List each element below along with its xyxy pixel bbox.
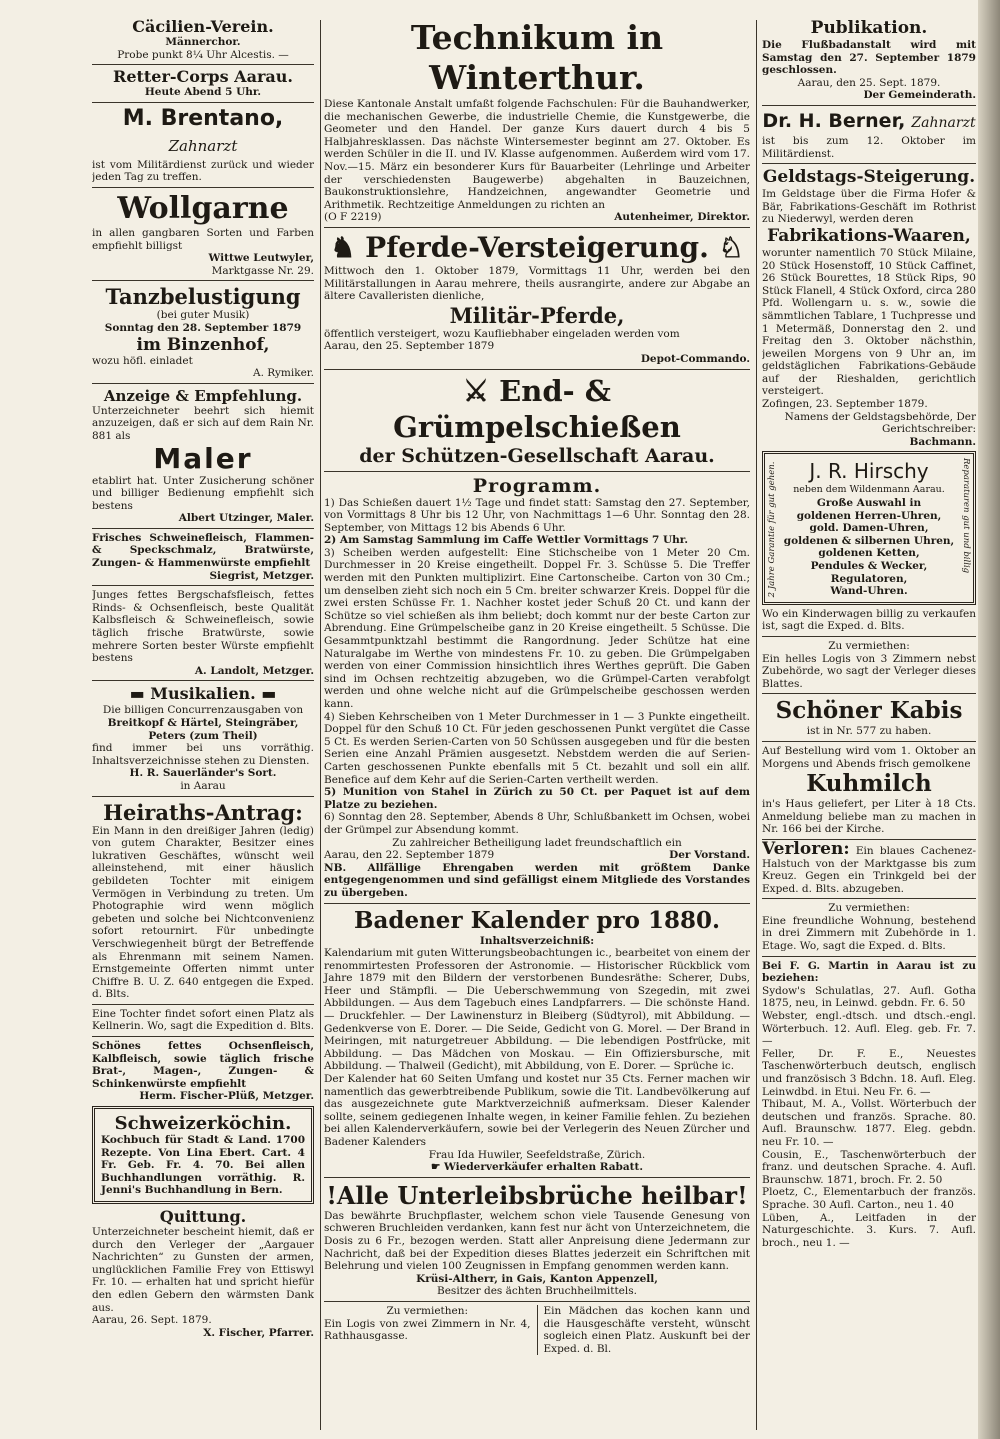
hirschy-item-8: Wand-Uhren. [830,585,908,598]
verm2-title: Zu vermiethen: [828,902,910,915]
martin-item-3: Feller, Dr. F. E., Neuestes Taschenwörterbuch deutsch, englisch und französisch 3 Bdchn. 18. Aufl. Eleg. Leinwdbd. in Etui. Neu Fr. 6. — [762,1047,976,1098]
schiessen-title [324,373,750,445]
tanz-sign: A. Rymiker. [252,367,314,380]
kalender-title: Badener Kalender pro 1880. [354,906,720,934]
column-rule-right [756,20,757,1430]
programm-item-1: 1) Das Schießen dauert 1½ Tage und findet statt: Samstag den 27. September, von Vormittags 8 Uhr bis 12 Uhr, von Nachmittags 1—6 Uhr. Sonntag den 28. September, von Mittags 12 bis Abends 6 Uhr. [324,496,750,534]
horse-right-icon: ♘ [718,230,744,264]
maedchen-text: Ein Mädchen das kochen kann und die Hausgeschäfte versteht, wünscht sogleich einen Platz. Auskunft bei der Exped. d. Bl. [543,1304,750,1355]
right-column [762,18,976,1436]
bottom-ads [324,1305,750,1355]
musik-text1: Die billigen Concurrenzausgaben von [102,704,304,717]
musik-text2: find immer bei uns vorräthig. Inhaltsverzeichnisse stehen zu Diensten. [92,742,314,767]
pointing-hand-icon: ☛ [430,1161,441,1174]
musik-title-text: Musikalien. [150,684,256,704]
quittung-text: Unterzeichneter bescheint hiemit, daß er durch den Verleger der „Aargauer Nachrichten“ zu Gunsten der armen, unglücklichen Familie Frey von Ettiswyl Fr. 10. — erhalten hat und spricht hiefür den edlen Gebern den wärmsten Dank aus. [92,1226,314,1314]
hirschy-item-6: Pendules & Wecker, [810,560,928,572]
kalender-sub: Inhaltsverzeichniß: [479,934,595,947]
kuh-text2: in's Haus geliefert, per Liter à 18 Cts. Anmeldung beliebe man zu machen in Nr. 166 bei der Kirche. [762,798,976,836]
technikum-code: (O F 2219) [324,211,382,224]
bruch-sign2: Besitzer des ächten Bruchheilmittels. [437,1285,637,1298]
page-edge [978,0,1000,1439]
gelds-title: Geldstags-Steigerung. [762,167,976,188]
vermieten-text: Ein Logis von zwei Zimmern in Nr. 4, Rathhausgasse. [324,1317,531,1343]
fleisch-sign: Siegrist, Metzger. [209,569,314,582]
fabrik-sign2: Bachmann. [909,435,976,448]
berner-role: Zahnarzt [911,114,976,131]
verm2-text: Eine freundliche Wohnung, bestehend in drei Zimmern mit Zubehörde in 1. Etage. Wo, sagt die Exped. d. Blts. [762,914,976,953]
heirat-text: Ein Mann in den dreißiger Jahren (ledig) von gutem Charakter, Besitzer eines lukrativen Geschäftes, wünscht weil alleinstehend, mit einer häuslich gebildeten Tochter mit einigem Vermögen in Verbindung zu treten. Um Photographie wird wenn möglich gebeten und solche bei Nichtconvenienz sofort retournirt. Für unbedingte Verschwiegenheit bürgt der Betreffende als Ehrenmann mit seinem Namen. Ernstgemeinte Offerten nimmt unter Chiffre B. U. Z. 640 entgegen die Exped. d. Blts. [92,824,314,1001]
kalender-text: Kalendarium mit guten Witterungsbeobachtungen ic., bearbeitet von einem der renommirtesten Professoren der Astronomie. — Historischer Rückblick vom Jahre 1879 mit den Bildern der verstorbenen Bundesräthe: Scherer, Dubs, Heer und Stämpfli. — Die Ueberschwemmung von Szegedin, mit zwei Abbildungen. — Aus dem Tagebuch eines Landpfarrers. — Die schönste Hand. — Druckfehler. — Der Lawinensturz in Bleiberg (Südtyrol), mit Abbildung. — Gedenkverse von E. Dorer. — Die Seide, Gedicht von G. Morel. — Der Brand in Meiringen, mit naturgetreuer Abbildung. — Die lebendigen Postfrücke, mit Abbildung. — Das Mädchen von Moskau. — Ein Offiziersbursche, mit Abbildung. — Thalweil (Gedicht), mit Abbildung, von E. Dorer. — Sprüche ic. [324,947,750,1073]
tanz-date: Sonntag den 28. September 1879 [104,321,302,334]
martin-item-6: Ploetz, C., Elementarbuch der französ. Sprache. 30 Aufl. Carton., neu 1. 40 [762,1186,976,1211]
martin-head: Bei F. G. Martin in Aarau ist zu beziehen: [762,959,976,985]
programm-item-5: 5) Munition von Stahel in Zürich zu 50 Ct. per Paquet ist auf dem Platze zu beziehen. [324,786,750,811]
hirschy-side-right: Reparaturen gut und billig [961,458,971,574]
maedchen-ad [538,1305,751,1355]
fabrik-date: Zofingen, 23. September 1879. [762,398,928,411]
verloren-text: Ein blaues Cachenez-Halstuch von der Marktgasse bis zum Kreuz. Gegen ein Trinkgeld bei der Exped. d. Blts. abzugeben. [762,844,976,895]
musik-title: ▬ Musikalien. ▬ [129,684,277,704]
hirschy-name: J. R. Hirschy [809,459,929,484]
hirschy-item-7: Regulatoren, [830,572,908,585]
brentano-name: M. Brentano, [122,105,284,131]
heirat-title: Heiraths-Antrag: [103,799,303,825]
tanz-title: Tanzbelustigung [105,284,301,310]
kuh-text1: Auf Bestellung wird vom 1. Oktober an Morgens und Abends frisch gemolkene [762,744,976,770]
pub-title: Publikation. [810,18,928,38]
wollgarne-title: Wollgarne [117,190,289,226]
koechin-text: Kochbuch für Stadt & Land. 1700 Rezepte. Von Lina Ebert. Cart. 4 Fr. Geb. Fr. 4. 70. Bei allen Buchhandlungen vorräthig. R. Jenni's Buchhandlung in Bern. [101,1134,305,1197]
maler-sign: Albert Utzinger, Maler. [178,512,314,525]
caecilien-text: Probe punkt 8¼ Uhr Alcestis. — [117,48,289,61]
hirschy-item-4: goldenen & silbernen Uhren, [783,534,955,547]
ochsen-text: Schönes fettes Ochsenfleisch, Kalbfleisch, sowie täglich frische Brat-, Magen-, Zungen- & Schinkenwürste empfiehlt [92,1040,314,1090]
brentano-text: ist vom Militärdienst zurück und wieder jeden Tag zu treffen. [92,158,314,184]
pub-date: Aarau, den 25. Sept. 1879. [797,76,941,89]
pub-text: Die Flußbadanstalt wird mit Samstag den 27. September 1879 geschlossen. [762,39,976,77]
anzeige-title: Anzeige & Empfehlung. [103,386,303,405]
kalender-sign: Frau Ida Huwiler, Seefeldstraße, Zürich. [428,1148,646,1161]
hirschy-ad [762,451,976,604]
schiessen-invite: Zu zahlreicher Betheiligung ladet freundschaftlich ein [392,836,682,849]
tochter-text: Eine Tochter findet sofort einen Platz als Kellnerin. Wo, sagt die Expedition d. Blts. [92,1007,314,1033]
tanz-sub: (bei guter Musik) [156,309,250,322]
quittung-sign: X. Fischer, Pfarrer. [203,1326,314,1339]
hirschy-item-5: goldenen Ketten, [818,547,920,560]
anzeige-text: Unterzeichneter beehrt sich hiemit anzuzeigen, daß er sich auf dem Rain Nr. 881 als [92,404,314,442]
kalender-text2: Der Kalender hat 60 Seiten Umfang und kostet nur 35 Cts. Ferner machen wir namentlich das gewerbtreibende Publikum, sowie die Tit. Landbevölkerung auf das ausgezeichnete gute Marktverzeichniß aufmerksam. Dieser Kalender sollte, seinem gediegenen Inhalte wegen, in keiner Familie fehlen. Zu beziehen bei allen Kalenderverkäufern, sowie bei der Verlegerin des Neuen Zürcher und Badener Kalenders [324,1073,750,1148]
berner-text: ist bis zum 12. Oktober im Militärdienst. [762,134,976,160]
schiessen-sub: der Schützen-Gesellschaft Aarau. [359,444,715,467]
schiessen-date: Aarau, den 22. September 1879 [324,849,495,862]
technikum-title: Technikum in Winterthur. [410,18,664,97]
hirschy-item-1: Große Auswahl in [816,497,922,510]
programm-item-6: 6) Sonntag den 28. September, Abends 8 Uhr, Schlußbankett im Ochsen, wobei der Grümpel zur Absendung kommt. [324,811,750,836]
bruch-sign1: Krüsi-Altherr, in Gais, Kanton Appenzell, [416,1272,658,1285]
retter-title: Retter-Corps Aarau. [113,67,293,87]
martin-item-2: Webster, engl.-dtsch. und dtsch.-engl. Wörterbuch. 12. Aufl. Eleg. geb. Fr. 7. — [762,1010,976,1048]
kabis-title: Schöner Kabis [775,697,963,725]
berner-name: Dr. H. Berner, [762,109,906,132]
koechin-title: Schweizerköchin. [114,1113,292,1135]
musik-sign2: in Aarau [180,779,226,792]
tanz-invite: wozu höfl. einladet [92,354,193,367]
martin-item-4: Thibaut, M. A., Vollst. Wörterbuch der deutschen und französ. Sprache. 80. Aufl. Braunschw. 1877. Eleg. gebdn. neu Fr. 10. — [762,1098,976,1148]
nb-label: NB. [324,861,347,874]
pub-sign: Der Gemeinderath. [863,89,976,102]
fabrik-sign1: Namens der Geldstagsbehörde, Der Gerichtschreiber: [784,410,976,436]
tanz-place: im Binzenhof, [136,334,270,355]
hirschy-item-3: gold. Damen-Uhren, [809,522,929,535]
hirschy-side-left: 2 Jahre Garantie für gut gehen. [767,462,777,598]
fleisch-text: Frisches Schweinefleisch, Flammen- & Speckschmalz, Bratwürste, Zungen- & Hammenwürste empfiehlt [92,531,314,570]
gelds-text: Im Geldstage über die Firma Hofer & Bär, Fabrikations-Geschäft im Rothrist zu Niederwyl, werden deren [762,188,976,226]
hirschy-sub: neben dem Wildenmann Aarau. [793,484,945,496]
middle-column [306,18,750,1436]
caecilien-title: Cäcilien-Verein. [132,18,274,36]
bruch-title: !Alle Unterleibsbrüche heilbar! [326,1180,748,1210]
quittung-date: Aarau, 26. Sept. 1879. [92,1314,212,1327]
nb-text: Allfällige Ehrengaben werden mit größtem Danke entgegengenommen und sind gefälligst einem Mitgliede des Vorstandes zu übergeben. [324,861,750,899]
kalender-note [324,1161,750,1174]
pferde-text2: öffentlich versteigert, wozu Kaufliebhaber eingeladen werden vom [324,327,680,340]
verm1-title: Zu vermiethen: [828,639,910,652]
berg-text: Junges fettes Bergschafsfleisch, fettes Rinds- & Ochsenfleisch, beste Qualität Kalbsfleisch & Schweinefleisch, sowie täglich frische Bratwürste, sowie mehrere Sorten bester Würste empfiehlt bestens [92,589,314,665]
verloren-title: Verloren: [762,838,850,859]
programm-item-3: 3) Scheiben werden aufgestellt: Eine Stichscheibe von 1 Meter 20 Cm. Durchmesser in 20 Kreise eingetheilt. Doppel Fr. 3. Schüsse 5. Die Treffer werden mit den Punkten multiplizirt. Eine Cartonscheibe. Carton von 30 Cm.; um denselben zieht sich noch ein 5 Cm. breiter schwarzer Kreis. Doppel für die zwei ersten Schüsse Fr. 1. Nachher kostet jeder Schuß 20 Ct. und kann der Schütze so viel schießen als ihm beliebt; doch kommt nur der beste Carton zur Abrendung. Eine Grümpelscheibe ganz in 20 Kreise eingetheilt. 5 Schüsse. Die Gesammtpunktzahl bestimmt die Rangordnung. Jeder Schütze hat eine Naturalgabe im Werthe von mindestens Fr. 10. zu geben. Die Grümpelgaben werden von einer Commission hinsichtlich ihres Werthes geprüft. Die Gaben sind im Ochsen rechtzeitig abzugeben, wo die Grümpel-Carten verabfolgt werden und ohne welche nicht auf die Grümpelscheibe geschossen werden kann. [324,546,750,710]
hirschy-item-2: goldenen Herren-Uhren, [796,509,942,522]
maler-title: Maler [153,441,253,475]
pferde-title-text: Pferde-Versteigerung. [365,230,709,264]
martin-item-7: Lüben, A., Leitfaden in der Naturgeschichte. 3. Kurs. 7. Aufl. broch., neu 1. — [762,1211,976,1249]
maler-text: etablirt hat. Unter Zusicherung schöner und billiger Bedienung empfiehlt sich bestens [92,474,314,512]
programm-item-4: 4) Sieben Kehrscheiben von 1 Meter Durchmesser in 1 — 3 Punkte eingetheilt. Doppel für den Schuß 10 Ct. Für jeden geschossenen Punkt vergütet die Casse 5 Ct. Es werden Serien-Carten von 50 Schüssen ausgegeben und für die besten Serien eine Anzahl Prämien ausgesetzt. Nebstdem werden die auf Serien-Carten geschossenen Punkte ebenfalls mit 5 Ct. bezahlt und soll ein allf. Benefice auf dem Kehr auf die Serien-Carten vertheilt werden. [324,710,750,786]
caecilien-sub: Männerchor. [165,36,241,48]
martin-item-5: Cousin, E., Taschenwörterbuch der franz. und deutschen Sprache. 4. Aufl. Braunschw. 1871, broch. Fr. 2. 50 [762,1148,976,1186]
pferde-date: Aarau, den 25. September 1879 [324,340,495,353]
vermieten-ad [324,1305,538,1355]
rifles-icon: ⚔ [463,373,490,408]
pferde-sub: Militär-Pferde, [449,302,625,328]
fabrik-text: worunter namentlich 70 Stück Milaine, 20 Stück Hosenstoff, 10 Stück Caffinet, 26 Stück Bourettes, 18 Stück Rips, 90 Stück Flanell, 4 Stück Oxford, circa 280 Pfd. Wollengarn u. s. w., sowie die sämmtlichen Tablare, 1 Tuchpresse und 1 Metermäß, Donnerstag den 2. und Freitag den 3. Oktober nächsthin, jeweilen Morgens von 9 Uhr an, im geldstäglichen Fabrikations-Gebäude auf der Rieshalden, gerichtlich versteigert. [762,246,976,398]
technikum-text: Diese Kantonale Anstalt umfaßt folgende Fachschulen: Für die Bauhandwerker, die mechanischen Gewerbe, die industrielle Chemie, die Kunstgewerbe, die Geometer und den Handel. Der ganze Kurs dauert durch 4 bis 5 Halbjahresklassen. Das nächste Wintersemester beginnt am 27. Oktober. Es werden Schüler in die II. und IV. Klasse aufgenommen. Außerdem wird vom 17. Nov.—15. März ein besonderer Kurs für Bauarbeiter (Lehrlinge und Arbeiter der verschiedensten Baugewerbe) abgehalten in Bauzeichnen, Baukonstruktionslehre, Handzeichnen, angewandter Geometrie und Arithmetik. Rechtzeitige Anmeldungen zu richten an [324,98,750,211]
berg-sign: A. Landolt, Metzger. [194,664,314,677]
kabis-text: ist in Nr. 577 zu haben. [806,725,932,738]
schiessen-sign: Der Vorstand. [669,849,750,862]
quittung-title: Quittung. [159,1207,247,1226]
wollgarne-sign2: Marktgasse Nr. 29. [211,264,314,277]
technikum-sign: Autenheimer, Direktor. [614,211,750,224]
martin-item-1: Sydow's Schulatlas, 27. Aufl. Gotha 1875, neu, in Leinwd. gebdn. Fr. 6. 50 [762,984,976,1010]
pferde-text: Mittwoch den 1. Oktober 1879, Vormittags 11 Uhr, werden bei den Militärstallungen in Aarau mehrere, theils ausrangirte, andere zur Abgabe an ältere Cavalleristen dienliche, [324,264,750,303]
programm-title: Programm. [472,474,602,497]
kalender-note-text: Wiederverkäufer erhalten Rabatt. [444,1161,644,1174]
kinderwagen-text: Wo ein Kinderwagen billig zu verkaufen ist, sagt die Exped. d. Blts. [762,607,976,633]
wollgarne-text: in allen gangbaren Sorten und Farben empfiehlt billigst [92,226,314,252]
musik-sign1: H. R. Sauerländer's Sort. [129,767,277,780]
kuh-title: Kuhmilch [806,770,932,798]
koechin-box [92,1106,314,1204]
horse-icon: ♞ [330,230,356,264]
fabrik-title: Fabrikations-Waaren, [767,225,971,246]
schiessen-title-text: End- & Grümpelschießen [393,373,681,444]
pferde-sign: Depot-Commando. [640,352,750,365]
programm-item-2: 2) Am Samstag Sammlung im Caffe Wettler Vormittags 7 Uhr. [324,534,689,547]
wollgarne-sign1: Wittwe Leutwyler, [208,252,314,265]
bruch-text: Das bewährte Bruchpflaster, welchem schon viele Tausende Genesung von schweren Bruchleiden verdanken, kann fest nur ächt von Unterzeichnetem, die Dosis zu 6 Fr., bezogen werden. Statt aller Anpreisung diene Jedermann zur Nachricht, daß bei der Expedition dieses Blattes jederzeit ein Schriftchen mit Belehrung und vielen 100 Zeugnissen in Empfang genommen werden kann. [324,1209,750,1273]
pferde-title [324,231,750,265]
brentano-role: Zahnarzt [168,136,238,155]
verm1-text: Ein helles Logis von 3 Zimmern nebst Zubehörde, wo sagt der Verleger dieses Blattes. [762,652,976,690]
retter-text: Heute Abend 5 Uhr. [144,86,262,99]
ochsen-sign: Herm. Fischer-Plüß, Metzger. [139,1090,314,1103]
musik-publishers: Breitkopf & Härtel, Steingräber, Peters (zum Theil) [107,717,299,742]
left-column [92,18,314,1436]
vermieten-title: Zu vermiethen: [386,1304,469,1317]
